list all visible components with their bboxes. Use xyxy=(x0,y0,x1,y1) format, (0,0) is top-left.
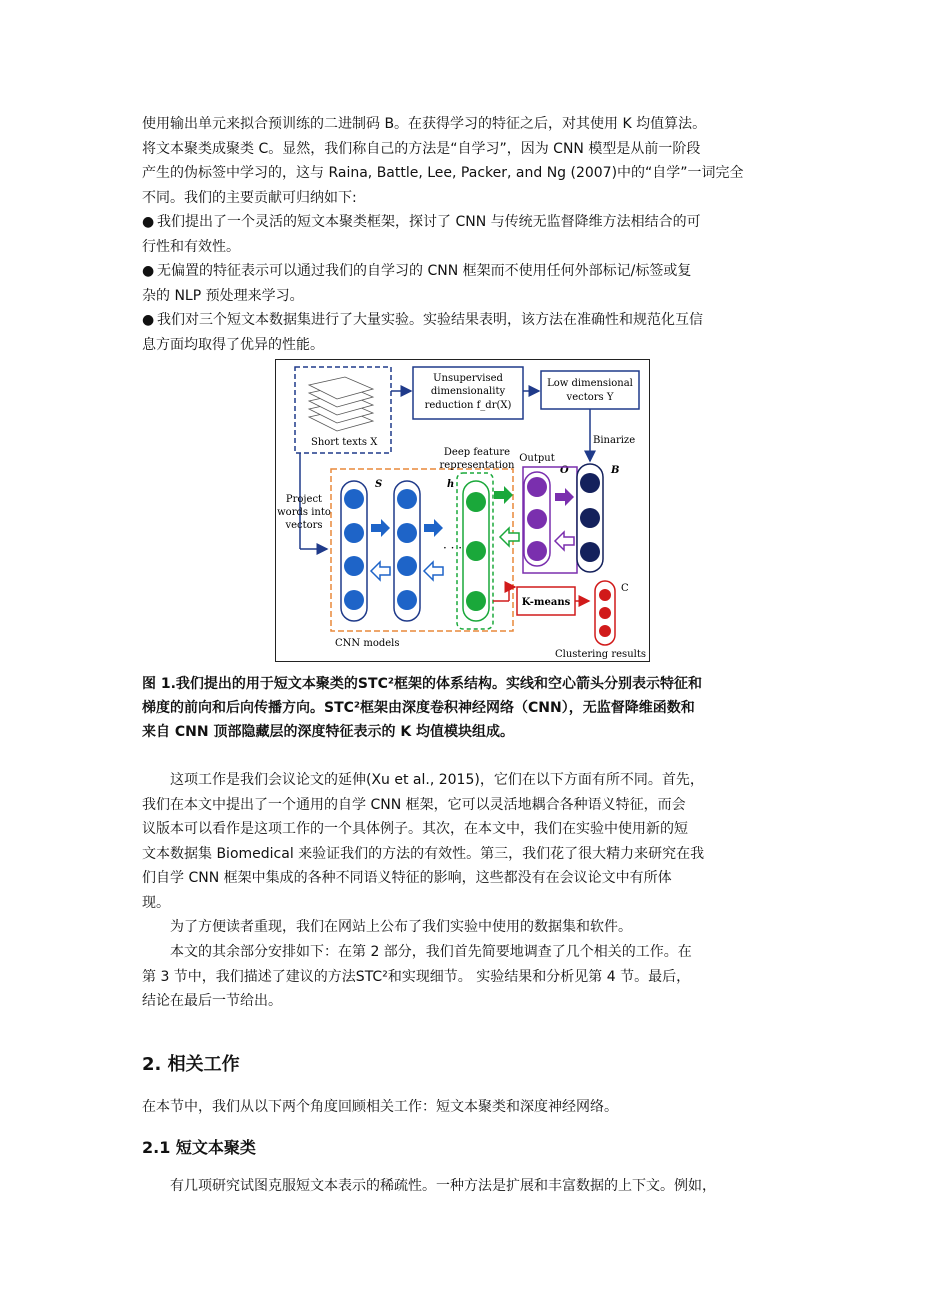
body-line: 结论在最后一节给出。 xyxy=(142,993,282,1009)
neuron xyxy=(527,477,547,497)
deep-feature-label: Deep feature xyxy=(443,447,511,458)
contribution-item xyxy=(142,259,792,308)
neuron xyxy=(466,492,486,512)
subsection-heading: 2.1 短文本聚类 xyxy=(142,1138,256,1157)
project-label: Project xyxy=(285,494,323,505)
vectors-y-label: vectors Y xyxy=(566,392,614,403)
body-line: 文本数据集 Biomedical 来验证我们的方法的有效性。第三，我们花了很大精力来研究在我 xyxy=(142,845,705,862)
c-label: C xyxy=(621,583,629,594)
intro-line: 将文本聚类成聚类 C。显然，我们称自己的方法是“自学习”，因为 CNN 模型是从前一阶段 xyxy=(142,140,701,157)
cnn-models-label: CNN models xyxy=(335,638,400,649)
neuron xyxy=(397,590,417,610)
section-intro: 在本节中，我们从以下两个角度回顾相关工作：短文本聚类和深度神经网络。 xyxy=(142,1099,618,1115)
contribution-item xyxy=(142,210,792,259)
neuron xyxy=(580,542,600,562)
neuron xyxy=(397,523,417,543)
bullet-icon: ● xyxy=(142,263,155,279)
b-label: B xyxy=(611,465,620,476)
body-paragraph-2: 为了方便读者重现，我们在网站上公布了我们实验中使用的数据集和软件。 xyxy=(170,919,632,935)
neuron xyxy=(599,607,611,619)
contributions-list xyxy=(142,210,792,357)
vectors-label: vectors xyxy=(285,520,323,531)
contribution-item xyxy=(142,308,792,357)
bullet-icon: ● xyxy=(142,214,155,230)
body-line: 本文的其余部分安排如下：在第 2 部分，我们首先简要地调查了几个相关的工作。在 xyxy=(170,944,692,960)
contribution-text: 行性和有效性。 xyxy=(142,238,240,255)
neuron xyxy=(466,591,486,611)
low-dim-vectors-box xyxy=(541,371,639,409)
neuron xyxy=(527,541,547,561)
neuron xyxy=(344,590,364,610)
intro-line: 使用输出单元来拟合预训练的二进制码 B。在获得学习的特征之后，对其使用 K 均值算法。 xyxy=(142,116,707,132)
representation-label: representation xyxy=(439,460,515,471)
contribution-text: 我们对三个短文本数据集进行了大量实验。实验结果表明，该方法在准确性和规范化互信 xyxy=(157,312,703,328)
contribution-text: 我们提出了一个灵活的短文本聚类框架，探讨了 CNN 与传统无监督降维方法相结合的可 xyxy=(157,214,701,230)
caption-line: 图 1.我们提出的用于短文本聚类的STC²框架的体系结构。实线和空心箭头分别表示特征和 xyxy=(142,676,702,692)
neuron xyxy=(344,556,364,576)
body-paragraph-1 xyxy=(142,768,792,915)
ellipsis: · · · xyxy=(443,541,463,555)
caption-line: 梯度的前向和后向传播方向。STC²框架由深度卷积神经网络（CNN），无监督降维函数和 xyxy=(142,700,695,716)
neuron xyxy=(466,541,486,561)
s-label: S xyxy=(375,479,383,490)
contribution-text: 无偏置的特征表示可以通过我们的自学习的 CNN 框架而不使用任何外部标记/标签或复 xyxy=(157,263,692,279)
body-line: 现。 xyxy=(142,894,170,911)
bullet-icon: ● xyxy=(142,312,155,328)
intro-paragraph xyxy=(142,112,792,210)
binarize-label: Binarize xyxy=(593,435,636,446)
neuron xyxy=(397,556,417,576)
stc2-architecture-figure xyxy=(275,359,650,662)
neuron xyxy=(599,589,611,601)
body-line: 议版本可以看作是这项工作的一个具体例子。其次，在本文中，我们在实验中使用新的短 xyxy=(142,821,688,837)
h-label: h xyxy=(447,479,455,490)
figure-caption xyxy=(142,672,792,744)
body-line: 们自学 CNN 框架中集成的各种不同语义特征的影响，这些都没有在会议论文中有所体 xyxy=(142,870,672,886)
words-into-label: words into xyxy=(277,507,331,518)
body-line: 这项工作是我们会议论文的延伸(Xu et al., 2015)，它们在以下方面有所不同。首先， xyxy=(170,772,704,788)
unsupervised-label: Unsupervised xyxy=(433,373,503,384)
body-paragraph-3 xyxy=(142,940,792,1014)
reduction-label: reduction f_dr(X) xyxy=(424,400,512,411)
intro-line: 不同。我们的主要贡献可归纳如下: xyxy=(142,189,357,206)
contribution-text: 杂的 NLP 预处理来学习。 xyxy=(142,287,304,304)
contribution-text: 息方面均取得了优异的性能。 xyxy=(142,336,324,353)
clustering-results-label: Clustering results xyxy=(555,649,646,660)
low-dim-label: Low dimensional xyxy=(547,378,633,389)
o-label: O xyxy=(560,465,569,476)
body-line: 第 3 节中，我们描述了建议的方法STC²和实现细节。 实验结果和分析见第 4 节。最后， xyxy=(142,968,691,985)
neuron xyxy=(397,489,417,509)
intro-line: 产生的伪标签中学习的，这与 Raina, Battle, Lee, Packer, and Ng (2007)中的“自学”一词完全 xyxy=(142,165,744,181)
neuron xyxy=(344,523,364,543)
caption-line: 来自 CNN 顶部隐藏层的深度特征表示的 K 均值模块组成。 xyxy=(142,724,515,740)
neuron xyxy=(580,473,600,493)
neuron xyxy=(599,625,611,637)
neuron xyxy=(580,508,600,528)
output-label: Output xyxy=(519,453,555,464)
neuron xyxy=(527,509,547,529)
short-texts-label: Short texts X xyxy=(311,437,378,448)
neuron xyxy=(344,489,364,509)
section-heading: 2. 相关工作 xyxy=(142,1054,240,1075)
body-line: 我们在本文中提出了一个通用的自学 CNN 框架，它可以灵活地耦合各种语义特征，而会 xyxy=(142,796,686,813)
kmeans-label: K-means xyxy=(521,597,571,608)
subsection-text: 有几项研究试图克服短文本表示的稀疏性。一种方法是扩展和丰富数据的上下文。例如， xyxy=(170,1178,716,1194)
dimensionality-label: dimensionality xyxy=(430,386,506,397)
